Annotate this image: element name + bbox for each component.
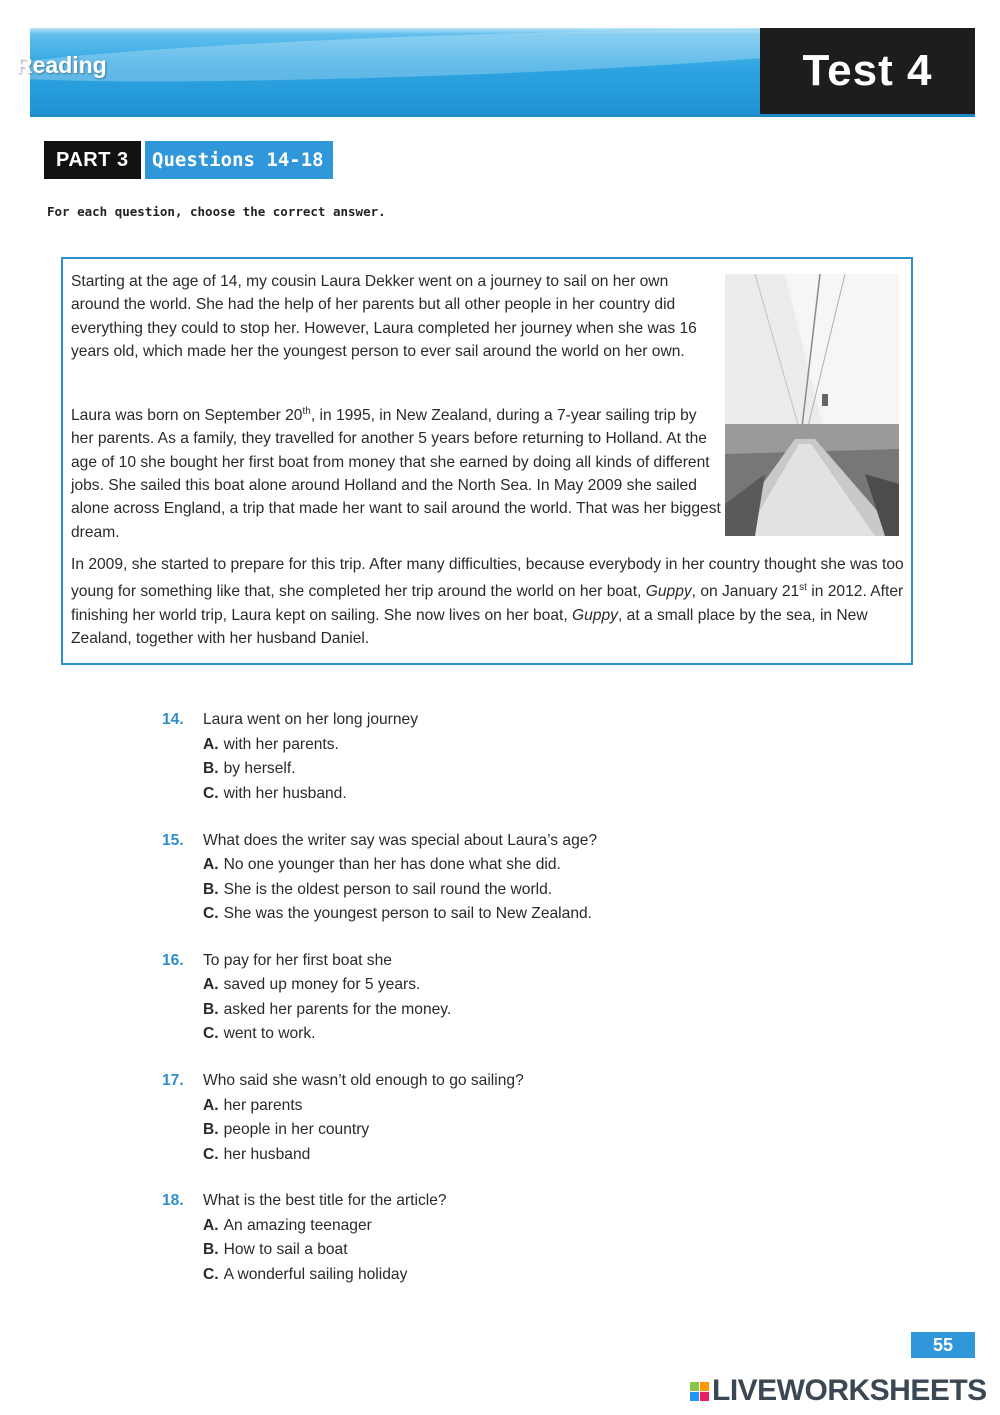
answer-option[interactable]: B. by herself. <box>203 760 296 778</box>
article-paragraph-3: In 2009, she started to prepare for this trip. After many difficulties, because everybody in her country thought she was too young for something like that, she completed her trip around the world on her boat, Guppy, on January 21st in 2012. After finishing her world trip, Laura kept on sailing. She now lives on her boat, Guppy, at a small place by the sea, in New Zealand, together with her husband Daniel. <box>71 556 904 648</box>
question-text: What does the writer say was special about Laura’s age? <box>203 831 598 849</box>
question-number: 18. <box>162 1192 184 1210</box>
answer-option[interactable]: C. went to work. <box>203 1025 316 1043</box>
answer-option[interactable]: A. her parents <box>203 1096 303 1114</box>
answer-option[interactable]: C. A wonderful sailing holiday <box>203 1265 408 1283</box>
answer-option[interactable]: B. How to sail a boat <box>203 1241 348 1259</box>
sailboat-illustration <box>725 274 899 536</box>
answer-option[interactable]: C. with her husband. <box>203 784 347 802</box>
answer-option[interactable]: A. No one younger than her has done what she did. <box>203 856 561 874</box>
question-text: Who said she wasn’t old enough to go sailing? <box>203 1072 524 1090</box>
question-number: 17. <box>162 1072 184 1090</box>
article-paragraph-2: Laura was born on September 20th, in 1995, in New Zealand, during a 7-year sailing trip by her parents. As a family, they travelled for another 5 years before returning to Holland. At the age of 10 she bought her first boat from money that she earned by doing all kinds of different jobs. She sailed this boat alone around Holland and the North Sea. In May 2009 she sailed alone across England, a trip that made her want to sail around the world. That was her biggest dream. <box>71 406 721 541</box>
header-divider <box>30 114 975 117</box>
answer-option[interactable]: A. saved up money for 5 years. <box>203 976 421 994</box>
boat-name: Guppy <box>572 606 618 624</box>
answer-option[interactable]: C. She was the youngest person to sail to New Zealand. <box>203 905 592 923</box>
question-number: 15. <box>162 831 184 849</box>
section-title: Reading <box>16 52 107 78</box>
answer-option[interactable]: A. An amazing teenager <box>203 1216 372 1234</box>
question-15 <box>162 828 762 926</box>
answer-option[interactable]: B. She is the oldest person to sail round the world. <box>203 880 553 898</box>
instruction-text: For each question, choose the correct answer. <box>47 204 386 219</box>
sailboat-photo <box>725 274 899 536</box>
questions-range-label: Questions 14-18 <box>145 141 333 179</box>
answer-option[interactable]: A. with her parents. <box>203 735 339 753</box>
header-banner <box>30 28 760 114</box>
question-18 <box>162 1189 762 1287</box>
answer-option[interactable]: B. asked her parents for the money. <box>203 1000 452 1018</box>
question-number: 16. <box>162 951 184 969</box>
logo-text: LIVEWORKSHEETS <box>712 1374 987 1407</box>
question-list <box>162 708 762 1309</box>
test-label-box <box>760 28 975 114</box>
boat-name: Guppy <box>645 583 692 601</box>
question-number: 14. <box>162 711 184 729</box>
question-14 <box>162 708 762 806</box>
logo-squares-icon <box>690 1382 709 1401</box>
question-16 <box>162 949 762 1047</box>
page-number: 55 <box>911 1332 975 1358</box>
answer-option[interactable]: C. her husband <box>203 1145 311 1163</box>
liveworksheets-logo[interactable] <box>690 1374 987 1408</box>
answer-option[interactable]: B. people in her country <box>203 1121 370 1139</box>
article-paragraph-1: Starting at the age of 14, my cousin Laura Dekker went on a journey to sail on her own around the world. She had the help of her parents but all other people in her country did everything they could to stop her. However, Laura completed her journey when she was 16 years old, which made her the youngest person to ever sail around the world on her own. <box>71 273 697 360</box>
question-17 <box>162 1069 762 1167</box>
test-title: Test 4 <box>802 46 933 95</box>
question-text: Laura went on her long journey <box>203 711 418 729</box>
question-text: To pay for her first boat she <box>203 951 392 969</box>
part-label: PART 3 <box>44 141 141 179</box>
question-text: What is the best title for the article? <box>203 1192 447 1210</box>
